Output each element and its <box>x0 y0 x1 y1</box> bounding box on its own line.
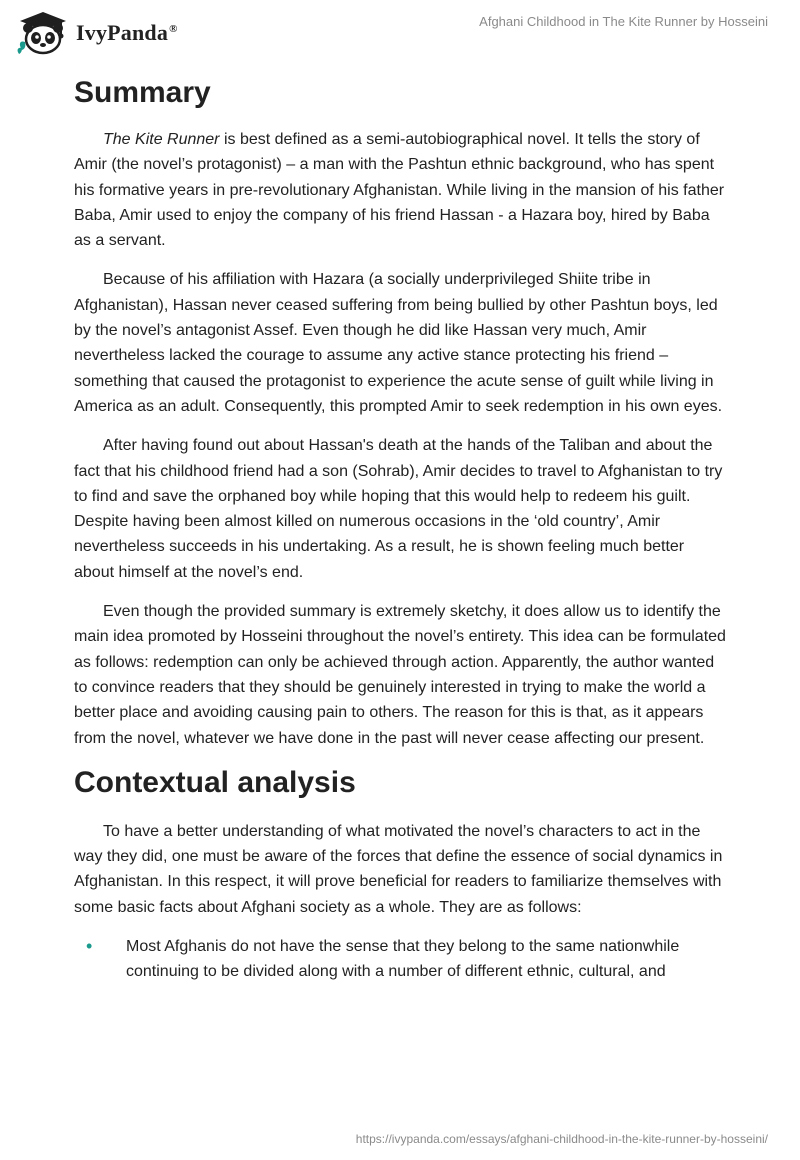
list-item: • Most Afghanis do not have the sense that they belong to the same nationwhile continuing to be divided along with a number of different ethnic, cultural, and <box>86 936 680 981</box>
paragraph: Because of his affiliation with Hazara (a socially underprivileged Shiite tribe in Afghanistan), Hassan never ceased suffering from being bullied by other Pashtun boys, led by the novel’s antagonist Assef. Even though he did like Hassan very much, Amir nevertheless lacked the courage to assume any active stance protecting his friend – something that caused the protagonist to experience the acute sense of guilt while living in America as an adult. Consequently, this prompted Amir to seek redemption in his own eyes. <box>74 271 723 415</box>
paragraph: Even though the provided summary is extremely sketchy, it does allow us to identify the main idea promoted by Hosseini throughout the novel’s entirety. This idea can be formulated as follows: redemption can only be achieved through action. Apparently, the author wanted to convince readers that they should be genuinely interested in trying to make the world a better place and avoiding causing pain to others. The reason for this is that, as it appears from the novel, whatever we have done in the past will never cease affecting our present. <box>74 603 726 747</box>
panda-graduation-icon <box>16 10 70 56</box>
bullet-list <box>74 934 726 985</box>
source-url-link[interactable]: https://ivypanda.com/essays/afghani-childhood-in-the-kite-runner-by-hosseini/ <box>355 1132 768 1146</box>
logo-wordmark: IvyPanda® <box>76 20 178 45</box>
bullet-icon: • <box>86 936 93 957</box>
essay-content <box>74 64 726 985</box>
paragraph: The Kite Runner is best defined as a semi-autobiographical novel. It tells the story of Amir (the novel’s protagonist) – a man with the Pashtun ethnic background, who has spent his formative years in pre-revolutionary Afghanistan. While living in the mansion of his father Baba, Amir used to enjoy the company of his friend Hassan - a Hazara boy, hired by Baba as a servant. <box>74 131 725 250</box>
paragraph: After having found out about Hassan's death at the hands of the Taliban and about the fact that his childhood friend had a son (Sohrab), Amir decides to travel to Afghanistan to try to find and save the orphaned boy while hoping that this would help to redeem his guilt. Despite having been almost killed on numerous occasions in the ‘old country’, Amir nevertheless succeeds in his undertaking. As a result, he is shown feeling much better about himself at the novel’s end. <box>74 437 723 581</box>
book-title: The Kite Runner <box>103 131 220 148</box>
paragraph: To have a better understanding of what motivated the novel’s characters to act in the way they did, one must be aware of the forces that define the essence of social dynamics in Afghanistan. In this respect, it will prove beneficial for readers to familiarize themselves with some basic facts about Afghani society as a whole. They are as follows: <box>74 822 723 916</box>
registered-mark: ® <box>169 22 178 35</box>
document-title: Afghani Childhood in The Kite Runner by Hosseini <box>479 14 768 29</box>
ivypanda-logo[interactable] <box>16 10 178 56</box>
page-header <box>0 0 800 70</box>
section-heading-contextual-analysis: Contextual analysis <box>74 765 356 799</box>
section-heading-summary: Summary <box>74 76 211 109</box>
